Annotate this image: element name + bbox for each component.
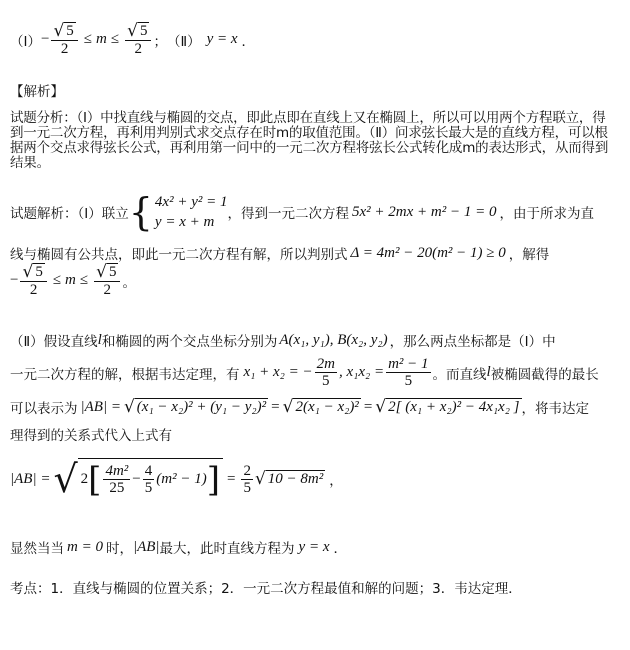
text: ，将韦达定 [521,401,590,417]
variable-l: l [97,331,102,348]
period: 。 [122,274,136,291]
text: ，得到一元二次方程 [227,206,349,222]
text: ，由于所求为直 [499,206,594,222]
denominator: 2 [103,282,112,298]
radicand: (x₁ − x₂)² + (y₁ − y₂)² [136,399,267,415]
le-sign: ≤ [79,272,89,288]
numerator: 2 [243,462,251,479]
denominator: 2 [134,41,143,57]
ab-lhs: |AB| = [10,470,51,487]
minus-sign: − [10,272,19,288]
minus-sign: − [132,471,141,487]
conclusion-line [10,537,622,557]
le-sign: ≤ [52,272,62,288]
solution-line-2 [10,243,622,263]
minus-sign: − [40,31,50,47]
answer-line [10,22,622,57]
quadratic-equation: 5x² + 2mx + m² − 1 = 0 [351,203,497,220]
equation-system: { 4x² + y² = 1 y = x + m [128,190,228,234]
denominator: 5 [144,480,153,496]
radicand: 5 [108,264,117,280]
condition: m = 0 [67,538,103,555]
numerator: 4m² [105,463,129,479]
part2-line-1 [10,330,622,350]
system-eq-2: y = x + m [154,214,215,230]
numerator: 4 [144,463,153,479]
text: ，解得 [508,247,550,263]
text: 可以表示为 [10,401,78,417]
equals: = [271,398,280,415]
vieta-sum: x₁ + x₂ = − [243,364,313,380]
le-sign: ≤ [110,31,120,47]
fraction [386,356,430,389]
line-equation: y = x [206,31,238,47]
text: （Ⅱ）假设直线 [10,334,98,350]
points: A(x₁, y₁), B(x₂, y₂) [279,331,388,348]
text: 被椭圆截得的最长 [490,366,599,383]
text: 时， [105,541,133,557]
part1-label: （Ⅰ） [10,33,41,50]
text: 一元二次方程的解，根据韦达定理，有 [10,366,240,383]
denominator: 2 [29,282,38,298]
numerator: 2m [316,356,335,372]
coefficient: 2 [80,471,89,487]
denominator: 5 [322,373,330,389]
system-eq-1: 4x² + y² = 1 [154,194,228,210]
vieta-product: , x₁x₂ = [338,364,385,380]
period: ． [333,541,347,557]
fraction [241,463,253,496]
solution-line-1 [10,192,622,232]
equals: = [226,470,236,487]
analysis-paragraph: 试题分析：（Ⅰ）中找直线与椭圆的交点，即此点即在直线上又在椭圆上，所以可以用两个方程联立，得到一元二次方程，再利用判别式求交点存在时m的取值范围。（Ⅱ）问求弦长最大是的直线方程，可以根据两个交点求得弦长公式，再利用第一问中的一元二次方程将弦长公式转化成m的表达形式，从而得到结果。 [10,110,609,171]
radicand: 5 [139,23,148,39]
text: ，那么两点坐标都是（Ⅰ）中 [389,334,556,350]
comma: ， [329,473,343,489]
variable-l: l [486,364,491,380]
variable-m: m [96,31,107,47]
text: 最大，此时直线方程为 [159,541,295,557]
line-equation: y = x [298,538,330,555]
denominator: 5 [243,479,251,496]
radicand: 2[ (x₁ + x₂)² − 4x₁x₂ ] [388,399,520,415]
ab-lhs: |AB| = [80,398,121,415]
big-sqrt: √ 2 [ $\frac{\text{4m²}}{25}$ − $\frac{4}{5}$ (m² − 1) ] [53,458,223,500]
separator: ； [153,33,167,50]
section-title: 【解析】 [10,84,64,100]
part2-label: （Ⅱ） [166,33,201,50]
part2-line-4: 理得到的关系式代入上式有 [10,428,172,444]
denominator: 5 [404,373,413,389]
text: 显然当当 [10,541,64,557]
final-formula: |AB| = √ 2 [ $\frac{\text{4m²}}{25}$ − $\frac{4}{5}$ (m² − 1) ] = $\frac{2}{5}$ √ 10 − 8m² ， [10,457,343,501]
fraction: √ 5 2 [51,22,77,57]
fraction [315,356,337,389]
solution-intro: 试题解析：（Ⅰ）联立 [10,206,129,222]
term: (m² − 1) [156,471,207,487]
radicand: 10 − 8m² [267,471,324,487]
text: 和椭圆的两个交点坐标分别为 [101,334,278,350]
denominator: 25 [109,480,125,496]
fraction: √ 5 2 [125,22,151,57]
part2-line-2 [10,356,622,389]
denominator: 2 [60,41,69,57]
period: ． [241,33,256,50]
radicand: 2(x₁ − x₂)² [295,399,359,415]
solution-line-3 [10,263,622,298]
radicand: 5 [66,23,74,39]
ab-abs: |AB| [132,538,160,555]
radicand: 5 [35,264,43,280]
text: 。而直线 [432,366,487,383]
kaodian: 考点：1．直线与椭圆的位置关系；2．一元二次方程最值和解的问题；3．韦达定理． [10,581,522,597]
part2-line-3: 可以表示为 |AB| = √ (x₁ − x₂)² + (y₁ − y₂)² = √ 2(x₁ − x₂)² = √ 2[ (x₁ + x₂)² − 4x₁x₂ ] ，将韦达定 [10,397,590,417]
fraction: √ 5 2 [94,263,120,298]
variable-m: m [65,272,76,288]
discriminant: Δ = 4m² − 20(m² − 1) ≥ 0 [350,244,506,261]
numerator: m² − 1 [388,356,429,372]
fraction [143,463,155,496]
fraction: √ 5 2 [20,263,46,298]
text: 线与椭圆有公共点，即此一元二次方程有解，所以判别式 [10,247,348,263]
le-sign: ≤ [83,31,93,47]
equals: = [363,398,373,415]
fraction [103,463,130,496]
